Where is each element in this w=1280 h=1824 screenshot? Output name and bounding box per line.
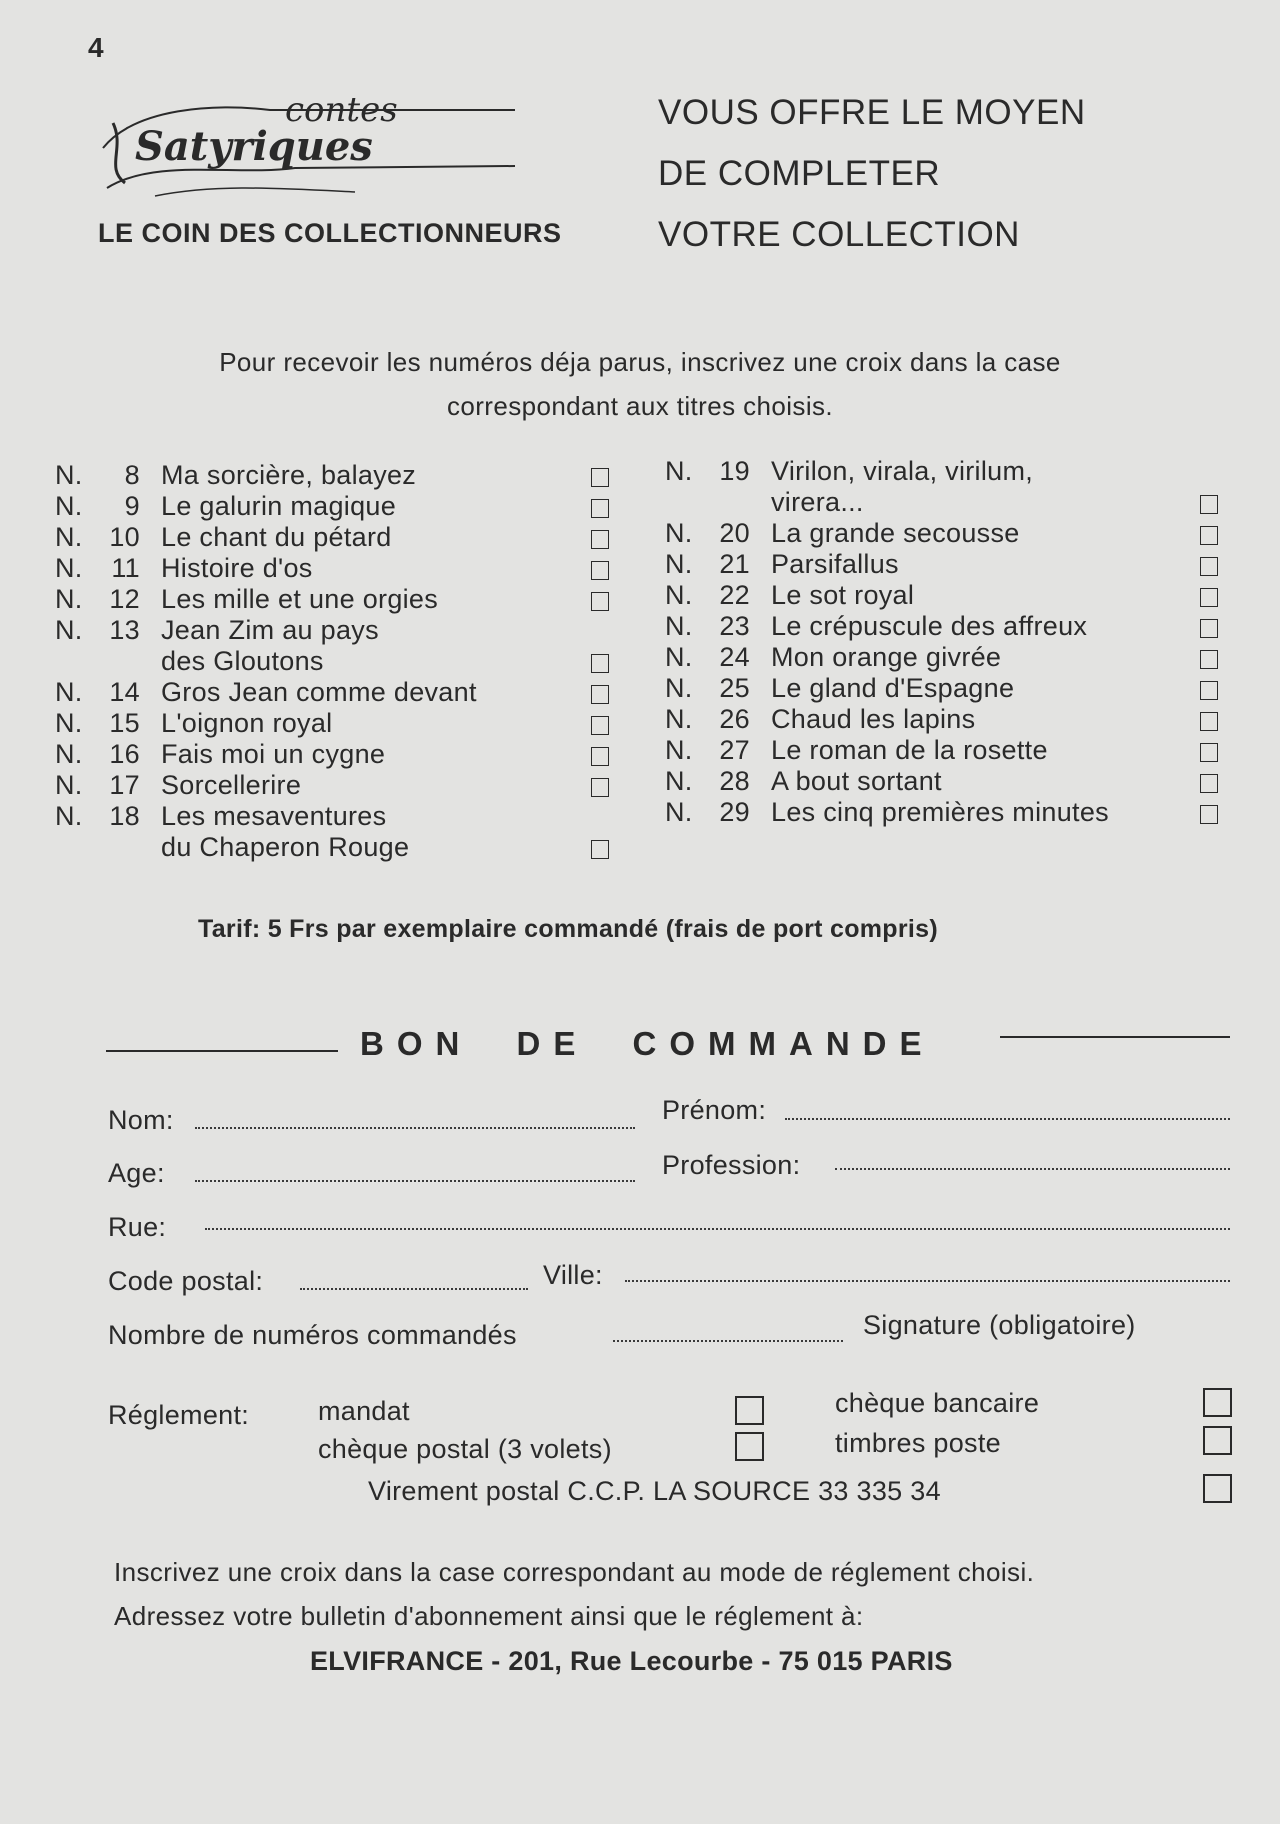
issue-checkbox[interactable] bbox=[591, 840, 609, 859]
issue-row bbox=[665, 704, 1235, 735]
virement-label: Virement postal C.C.P. LA SOURCE 33 335 34 bbox=[368, 1476, 941, 1506]
mailing-address: ELVIFRANCE - 201, Rue Lecourbe - 75 015 PARIS bbox=[310, 1646, 953, 1676]
issue-number: 26 bbox=[719, 704, 750, 734]
ville-field[interactable] bbox=[625, 1280, 1230, 1282]
timbres-checkbox[interactable] bbox=[1203, 1426, 1232, 1455]
instruction-line: Adressez votre bulletin d'abonnement ainsi que le réglement à: bbox=[114, 1601, 864, 1631]
issue-checkbox[interactable] bbox=[1200, 774, 1218, 793]
issue-title: Le gland d'Espagne bbox=[771, 673, 1015, 703]
issue-number: 21 bbox=[719, 549, 750, 579]
timbres-label: timbres poste bbox=[835, 1428, 1001, 1458]
issue-prefix: N. bbox=[665, 456, 693, 486]
mandat-checkbox[interactable] bbox=[735, 1396, 764, 1425]
mandat-label: mandat bbox=[318, 1396, 410, 1426]
cheque-postal-checkbox[interactable] bbox=[735, 1432, 764, 1461]
issue-checkbox[interactable] bbox=[1200, 557, 1218, 576]
issue-title: Les mille et une orgies bbox=[161, 584, 439, 614]
logo bbox=[95, 88, 525, 200]
nombre-field[interactable] bbox=[613, 1340, 843, 1342]
issue-checkbox[interactable] bbox=[1200, 588, 1218, 607]
ville-label: Ville: bbox=[543, 1260, 603, 1290]
issue-number: 12 bbox=[109, 584, 140, 614]
issue-number: 13 bbox=[109, 615, 140, 645]
prenom-label: Prénom: bbox=[662, 1095, 767, 1125]
issue-number: 17 bbox=[109, 770, 140, 800]
issue-checkbox[interactable] bbox=[591, 530, 609, 549]
nom-label: Nom: bbox=[108, 1105, 174, 1135]
issue-prefix: N. bbox=[55, 522, 83, 552]
issue-checkbox[interactable] bbox=[1200, 681, 1218, 700]
payment-label: Réglement: bbox=[108, 1400, 250, 1430]
issue-row bbox=[665, 673, 1235, 704]
order-form-title: BON DE COMMANDE bbox=[360, 1025, 935, 1062]
issue-title: Gros Jean comme devant bbox=[161, 677, 477, 707]
issue-title: L'oignon royal bbox=[161, 708, 333, 738]
issue-number: 14 bbox=[109, 677, 140, 707]
issue-row bbox=[55, 491, 615, 522]
offer-line: VOTRE COLLECTION bbox=[658, 215, 1020, 254]
issue-prefix: N. bbox=[665, 549, 693, 579]
offer-line: DE COMPLETER bbox=[658, 154, 941, 193]
issue-checkbox[interactable] bbox=[1200, 495, 1218, 514]
issue-title: Histoire d'os bbox=[161, 553, 313, 583]
issue-row bbox=[665, 549, 1235, 580]
issue-prefix: N. bbox=[665, 518, 693, 548]
issue-prefix: N. bbox=[55, 615, 83, 645]
issue-title: Jean Zim au pays bbox=[161, 615, 379, 645]
page-number: 4 bbox=[88, 32, 104, 63]
issue-title: Le roman de la rosette bbox=[771, 735, 1048, 765]
issue-title-cont: des Gloutons bbox=[161, 646, 324, 676]
issue-number: 15 bbox=[109, 708, 140, 738]
issue-checkbox[interactable] bbox=[591, 654, 609, 673]
issue-number: 18 bbox=[109, 801, 140, 831]
issues-right bbox=[665, 456, 1235, 828]
issue-number: 10 bbox=[109, 522, 140, 552]
instructions bbox=[114, 1550, 1034, 1638]
issue-checkbox[interactable] bbox=[1200, 712, 1218, 731]
issue-number: 27 bbox=[719, 735, 750, 765]
issue-row bbox=[55, 770, 615, 801]
issue-checkbox[interactable] bbox=[591, 561, 609, 580]
age-field[interactable] bbox=[195, 1180, 635, 1182]
issue-title: Les mesaventures bbox=[161, 801, 387, 831]
issue-prefix: N. bbox=[665, 642, 693, 672]
logo-line1: contes bbox=[285, 90, 398, 130]
issue-row bbox=[55, 460, 615, 491]
issue-checkbox[interactable] bbox=[591, 685, 609, 704]
code-postal-field[interactable] bbox=[300, 1288, 528, 1290]
cheque-bancaire-label: chèque bancaire bbox=[835, 1388, 1040, 1418]
issues-left bbox=[55, 460, 615, 863]
issue-checkbox[interactable] bbox=[591, 778, 609, 797]
issue-checkbox[interactable] bbox=[591, 747, 609, 766]
issue-title: Le galurin magique bbox=[161, 491, 397, 521]
issue-prefix: N. bbox=[55, 770, 83, 800]
issue-checkbox[interactable] bbox=[1200, 805, 1218, 824]
issue-row bbox=[55, 677, 615, 708]
issue-row bbox=[665, 518, 1235, 549]
issue-checkbox[interactable] bbox=[591, 499, 609, 518]
divider bbox=[106, 1050, 338, 1052]
issue-row bbox=[55, 553, 615, 584]
issue-title: Sorcellerire bbox=[161, 770, 302, 800]
issue-row bbox=[665, 611, 1235, 642]
issue-number: 24 bbox=[719, 642, 750, 672]
cheque-postal-label: chèque postal (3 volets) bbox=[318, 1434, 612, 1464]
issue-number: 22 bbox=[719, 580, 750, 610]
issue-checkbox[interactable] bbox=[591, 468, 609, 487]
issue-prefix: N. bbox=[665, 735, 693, 765]
issue-row bbox=[665, 580, 1235, 611]
issue-prefix: N. bbox=[665, 611, 693, 641]
issue-prefix: N. bbox=[665, 704, 693, 734]
issue-title: La grande secousse bbox=[771, 518, 1020, 548]
intro-line: correspondant aux titres choisis. bbox=[446, 391, 834, 421]
issue-title-cont: du Chaperon Rouge bbox=[161, 832, 410, 862]
issue-row bbox=[55, 708, 615, 739]
issue-row bbox=[55, 739, 615, 770]
issue-title: Ma sorcière, balayez bbox=[161, 460, 417, 490]
issue-checkbox[interactable] bbox=[1200, 743, 1218, 762]
issue-prefix: N. bbox=[665, 797, 693, 827]
code-postal-label: Code postal: bbox=[108, 1266, 264, 1296]
nombre-label: Nombre de numéros commandés bbox=[108, 1320, 517, 1350]
issue-row bbox=[55, 522, 615, 553]
nom-field[interactable] bbox=[195, 1127, 635, 1129]
issue-title: Les cinq premières minutes bbox=[771, 797, 1109, 827]
issue-prefix: N. bbox=[55, 491, 83, 521]
issue-title: Le sot royal bbox=[771, 580, 915, 610]
issue-checkbox[interactable] bbox=[1200, 526, 1218, 545]
rue-label: Rue: bbox=[108, 1212, 167, 1242]
issue-row bbox=[55, 584, 615, 615]
issue-title: Le crépuscule des affreux bbox=[771, 611, 1088, 641]
issue-checkbox[interactable] bbox=[591, 592, 609, 611]
rue-field[interactable] bbox=[205, 1228, 1230, 1230]
issue-row bbox=[665, 456, 1235, 518]
cheque-bancaire-checkbox[interactable] bbox=[1203, 1388, 1232, 1417]
issue-number: 28 bbox=[719, 766, 750, 796]
profession-label: Profession: bbox=[662, 1150, 801, 1180]
issue-checkbox[interactable] bbox=[1200, 650, 1218, 669]
issue-number: 25 bbox=[719, 673, 750, 703]
instruction-line: Inscrivez une croix dans la case correspondant au mode de réglement choisi. bbox=[114, 1557, 1035, 1587]
virement-checkbox[interactable] bbox=[1203, 1474, 1232, 1503]
prenom-field[interactable] bbox=[785, 1118, 1230, 1120]
issue-title: Virilon, virala, virilum, bbox=[771, 456, 1034, 486]
signature-label: Signature (obligatoire) bbox=[863, 1310, 1136, 1340]
issue-row bbox=[55, 615, 615, 677]
issue-prefix: N. bbox=[665, 673, 693, 703]
offer-line: VOUS OFFRE LE MOYEN bbox=[658, 93, 1086, 132]
issue-prefix: N. bbox=[55, 553, 83, 583]
profession-field[interactable] bbox=[835, 1168, 1230, 1170]
collectors-corner-heading: LE COIN DES COLLECTIONNEURS bbox=[98, 218, 562, 248]
issue-checkbox[interactable] bbox=[1200, 619, 1218, 638]
age-label: Age: bbox=[108, 1158, 165, 1188]
issue-prefix: N. bbox=[55, 801, 83, 831]
issue-prefix: N. bbox=[665, 766, 693, 796]
issue-title-cont: virera... bbox=[771, 487, 864, 517]
issue-row bbox=[55, 801, 615, 863]
issue-prefix: N. bbox=[55, 460, 83, 490]
issue-prefix: N. bbox=[55, 584, 83, 614]
price-note: Tarif: 5 Frs par exemplaire commandé (frais de port compris) bbox=[198, 915, 938, 943]
issue-prefix: N. bbox=[665, 580, 693, 610]
issue-row bbox=[665, 766, 1235, 797]
issue-number: 16 bbox=[109, 739, 140, 769]
logo-line2: Satyriques bbox=[135, 123, 373, 170]
issue-number: 29 bbox=[719, 797, 750, 827]
issue-prefix: N. bbox=[55, 708, 83, 738]
issue-title: Chaud les lapins bbox=[771, 704, 976, 734]
issue-number: 8 bbox=[124, 460, 140, 490]
issue-number: 23 bbox=[719, 611, 750, 641]
issue-title: Fais moi un cygne bbox=[161, 739, 386, 769]
divider bbox=[1000, 1036, 1230, 1038]
issue-row bbox=[665, 642, 1235, 673]
issue-checkbox[interactable] bbox=[591, 716, 609, 735]
issue-title: Parsifallus bbox=[771, 549, 899, 579]
issue-number: 11 bbox=[111, 553, 140, 583]
intro-text bbox=[100, 340, 1180, 428]
logo-graphic bbox=[95, 88, 525, 200]
issue-prefix: N. bbox=[55, 677, 83, 707]
issue-title: Le chant du pétard bbox=[161, 522, 392, 552]
issue-title: Mon orange givrée bbox=[771, 642, 1002, 672]
intro-line: Pour recevoir les numéros déja parus, inscrivez une croix dans la case bbox=[219, 347, 1061, 377]
issue-number: 20 bbox=[719, 518, 750, 548]
issue-number: 9 bbox=[124, 491, 140, 521]
issue-prefix: N. bbox=[55, 739, 83, 769]
issue-row bbox=[665, 797, 1235, 828]
issue-row bbox=[665, 735, 1235, 766]
offer-heading bbox=[658, 82, 1086, 265]
issue-number: 19 bbox=[719, 456, 750, 486]
issue-title: A bout sortant bbox=[771, 766, 942, 796]
